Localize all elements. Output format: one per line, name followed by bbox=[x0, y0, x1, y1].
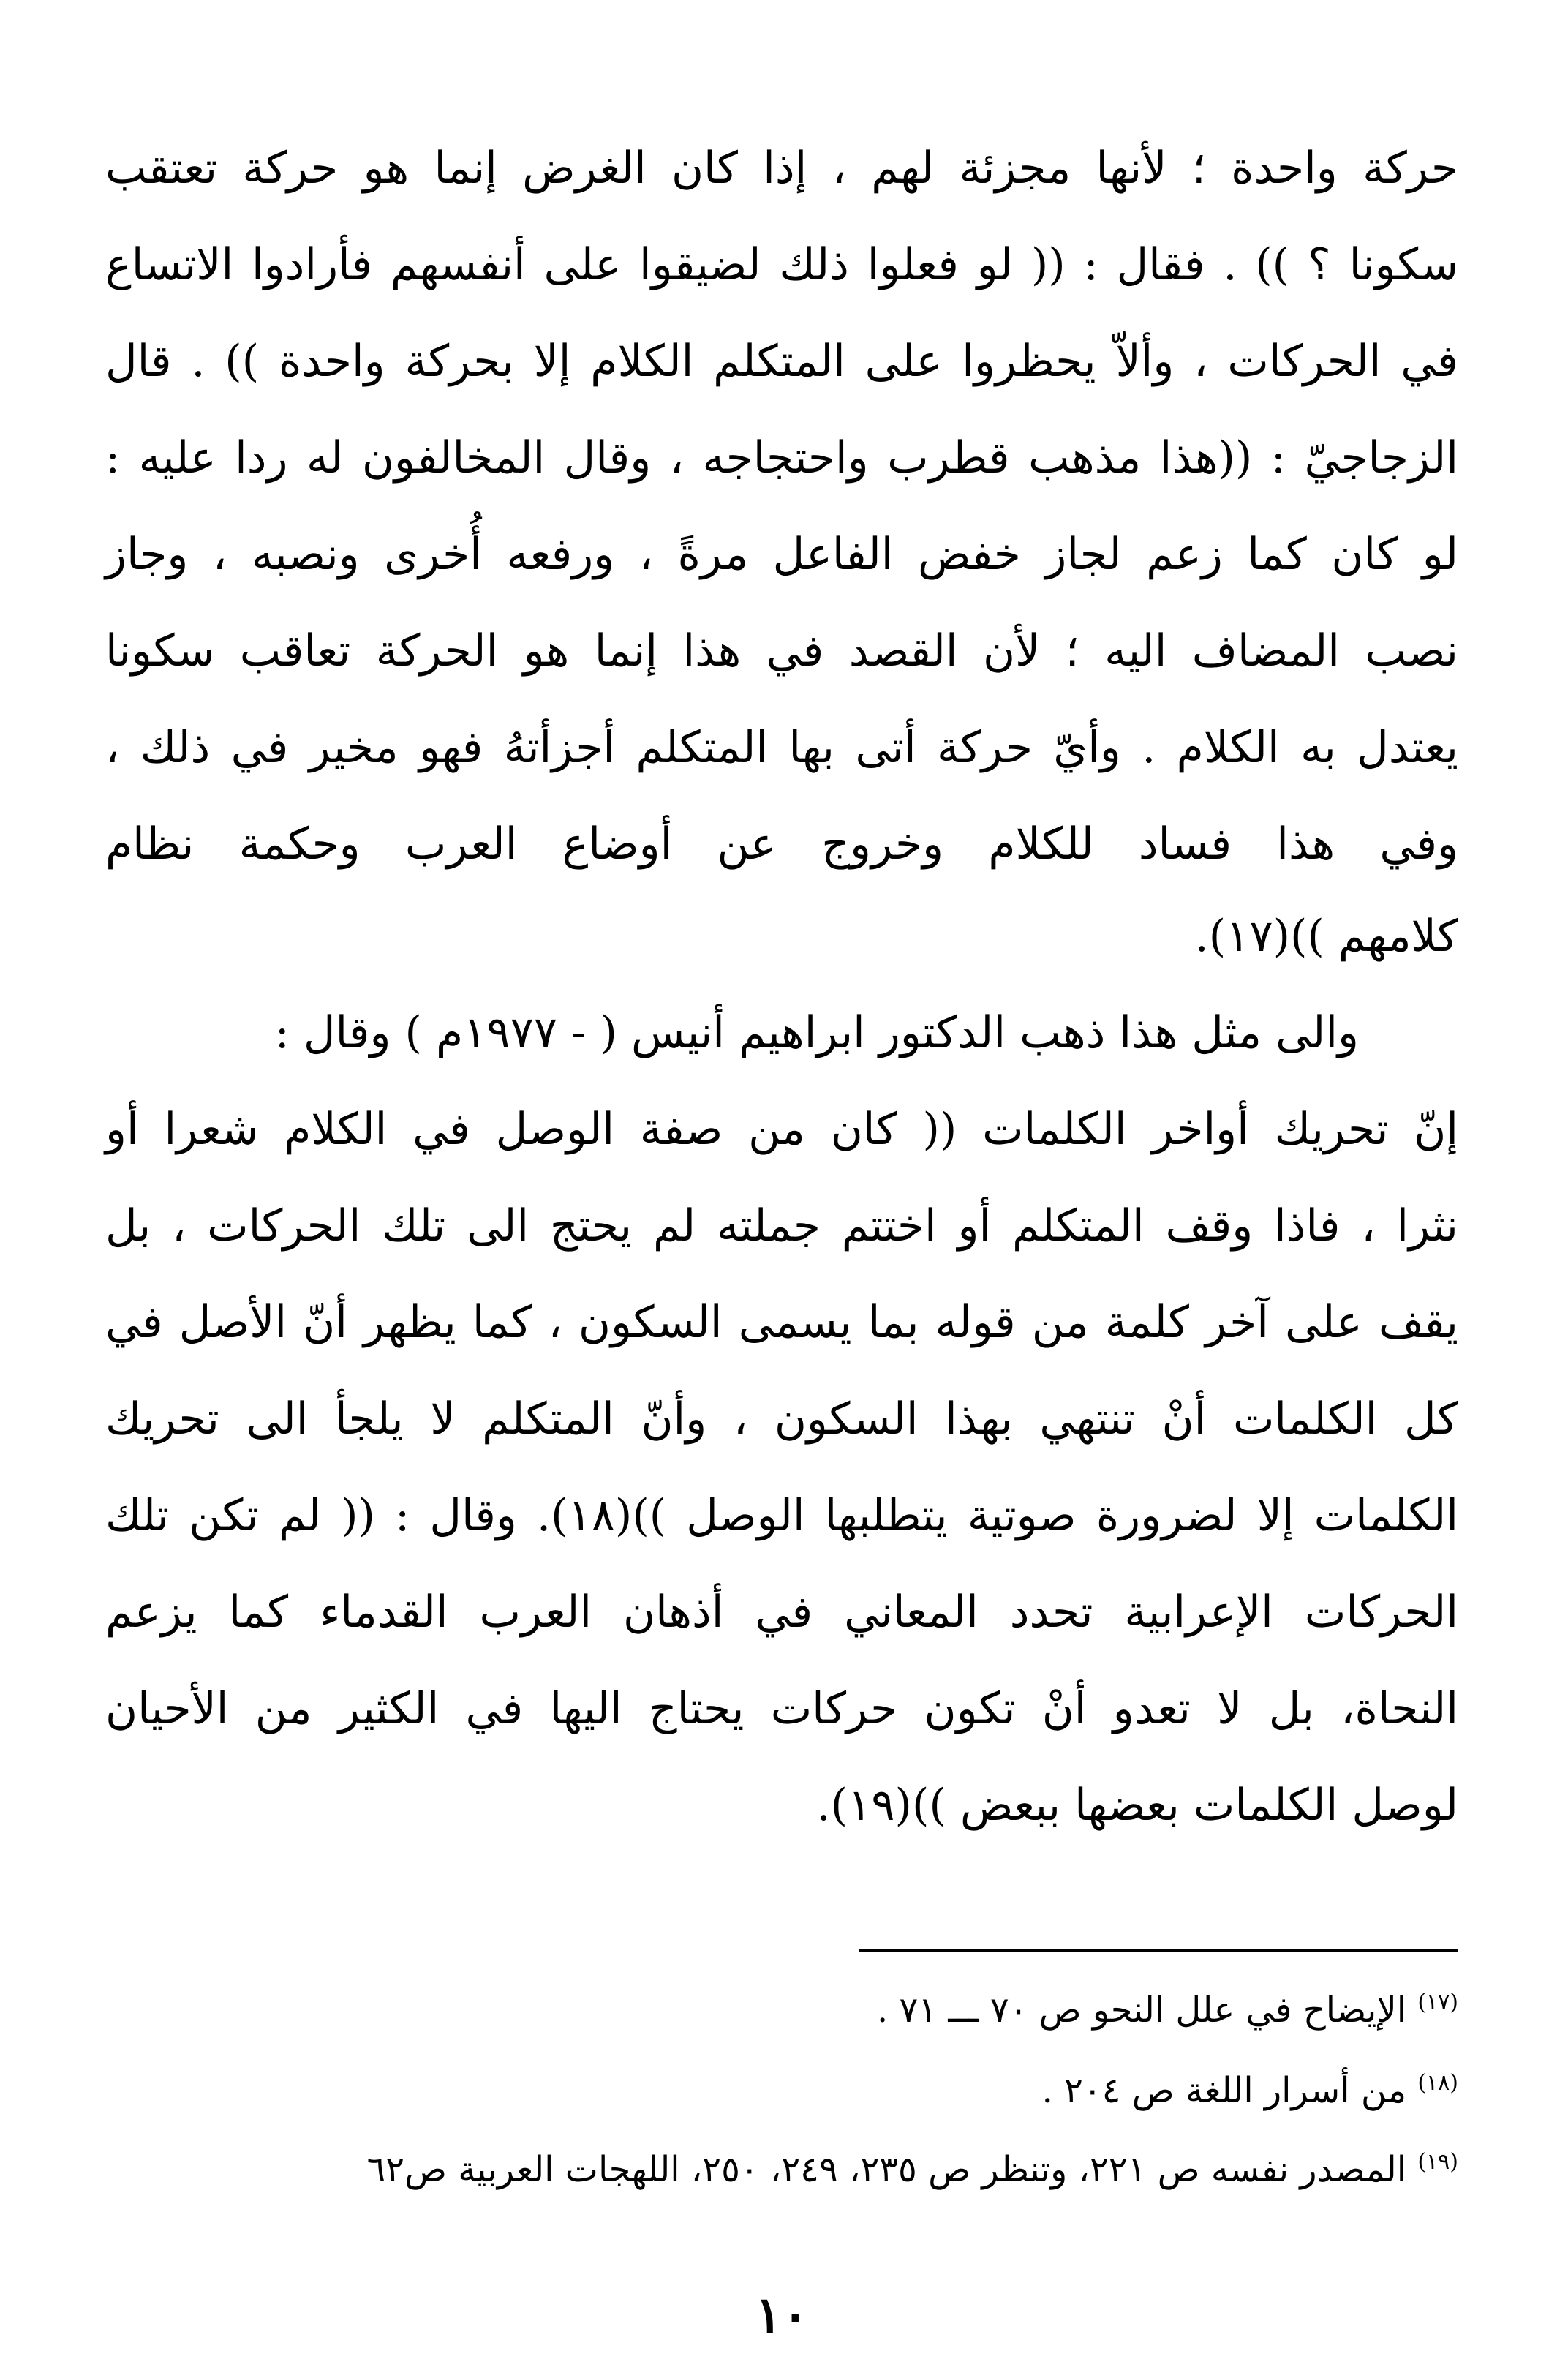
footnote bbox=[105, 2139, 1458, 2193]
text-line: سكونا ؟ )) . فقال : (( لو فعلوا ذلك لضيقوا على أنفسهم فأرادوا الاتساع bbox=[105, 239, 1458, 290]
footnote-text: من أسرار اللغة ص ٢٠٤ . bbox=[1041, 2070, 1407, 2111]
text-line: نصب المضاف اليه ؛ لأن القصد في هذا إنما هو الحركة تعاقب سكونا bbox=[105, 625, 1458, 677]
footnote-text: المصدر نفسه ص ٢٢١، وتنظر ص ٢٣٥، ٢٤٩، ٢٥٠، اللهجات العربية ص٦٢ bbox=[366, 2149, 1407, 2190]
text-line: يعتدل به الكلام . وأيّ حركة أتى بها المتكلم أجزأتهُ فهو مخير في ذلك ، bbox=[105, 722, 1458, 773]
page-number: ١٠ bbox=[755, 2286, 809, 2344]
text-line: وفي هذا فساد للكلام وخروج عن أوضاع العرب وحكمة نظام bbox=[105, 819, 1459, 870]
text-line: الزجاجيّ : ((هذا مذهب قطرب واحتجاجه ، وقال المخالفون له ردا عليه : bbox=[105, 432, 1458, 484]
text-line: الحركات الإعرابية تحدد المعاني في أذهان العرب القدماء كما يزعم bbox=[105, 1587, 1458, 1638]
footnote-separator bbox=[859, 1949, 1458, 1952]
text-line: والى مثل هذا ذهب الدكتور ابراهيم أنيس ( - ١٩٧٧م ) وقال : bbox=[274, 1007, 1359, 1058]
footnote-text: الإيضاح في علل النحو ص ٧٠ ـــ ٧١ . bbox=[877, 1990, 1407, 2031]
text-line: إنّ تحريك أواخر الكلمات (( كان من صفة الوصل في الكلام شعرا أو bbox=[105, 1104, 1458, 1155]
text-line: كل الكلمات أنْ تنتهي بهذا السكون ، وأنّ المتكلم لا يلجأ الى تحريك bbox=[105, 1393, 1458, 1445]
text-line: كلامهم ))(١٧). bbox=[1194, 911, 1458, 962]
footnote bbox=[105, 2060, 1458, 2114]
footnote bbox=[105, 1979, 1458, 2034]
footnote-number: (١٩) bbox=[1417, 2149, 1458, 2175]
text-line: نثرا ، فاذا وقف المتكلم أو اختتم جملته لم يحتج الى تلك الحركات ، بل bbox=[105, 1200, 1458, 1252]
footnote-number: (١٨) bbox=[1417, 2070, 1458, 2096]
text-line: لو كان كما زعم لجاز خفض الفاعل مرةً ، ورفعه أُخرى ونصبه ، وجاز bbox=[105, 529, 1458, 580]
footnote-number: (١٧) bbox=[1417, 1990, 1458, 2015]
text-line: يقف على آخر كلمة من قوله بما يسمى السكون ، كما يظهر أنّ الأصل في bbox=[105, 1297, 1458, 1348]
text-line: في الحركات ، وألاّ يحظروا على المتكلم الكلام إلا بحركة واحدة )) . قال bbox=[105, 336, 1458, 387]
text-line: لوصل الكلمات بعضها ببعض ))(١٩). bbox=[816, 1780, 1458, 1831]
text-line: الكلمات إلا لضرورة صوتية يتطلبها الوصل ))(١٨). وقال : (( لم تكن تلك bbox=[105, 1490, 1458, 1541]
text-line: حركة واحدة ؛ لأنها مجزئة لهم ، إذا كان الغرض إنما هو حركة تعتقب bbox=[105, 143, 1458, 194]
text-line: النحاة، بل لا تعدو أنْ تكون حركات يحتاج اليها في الكثير من الأحيان bbox=[105, 1683, 1458, 1734]
